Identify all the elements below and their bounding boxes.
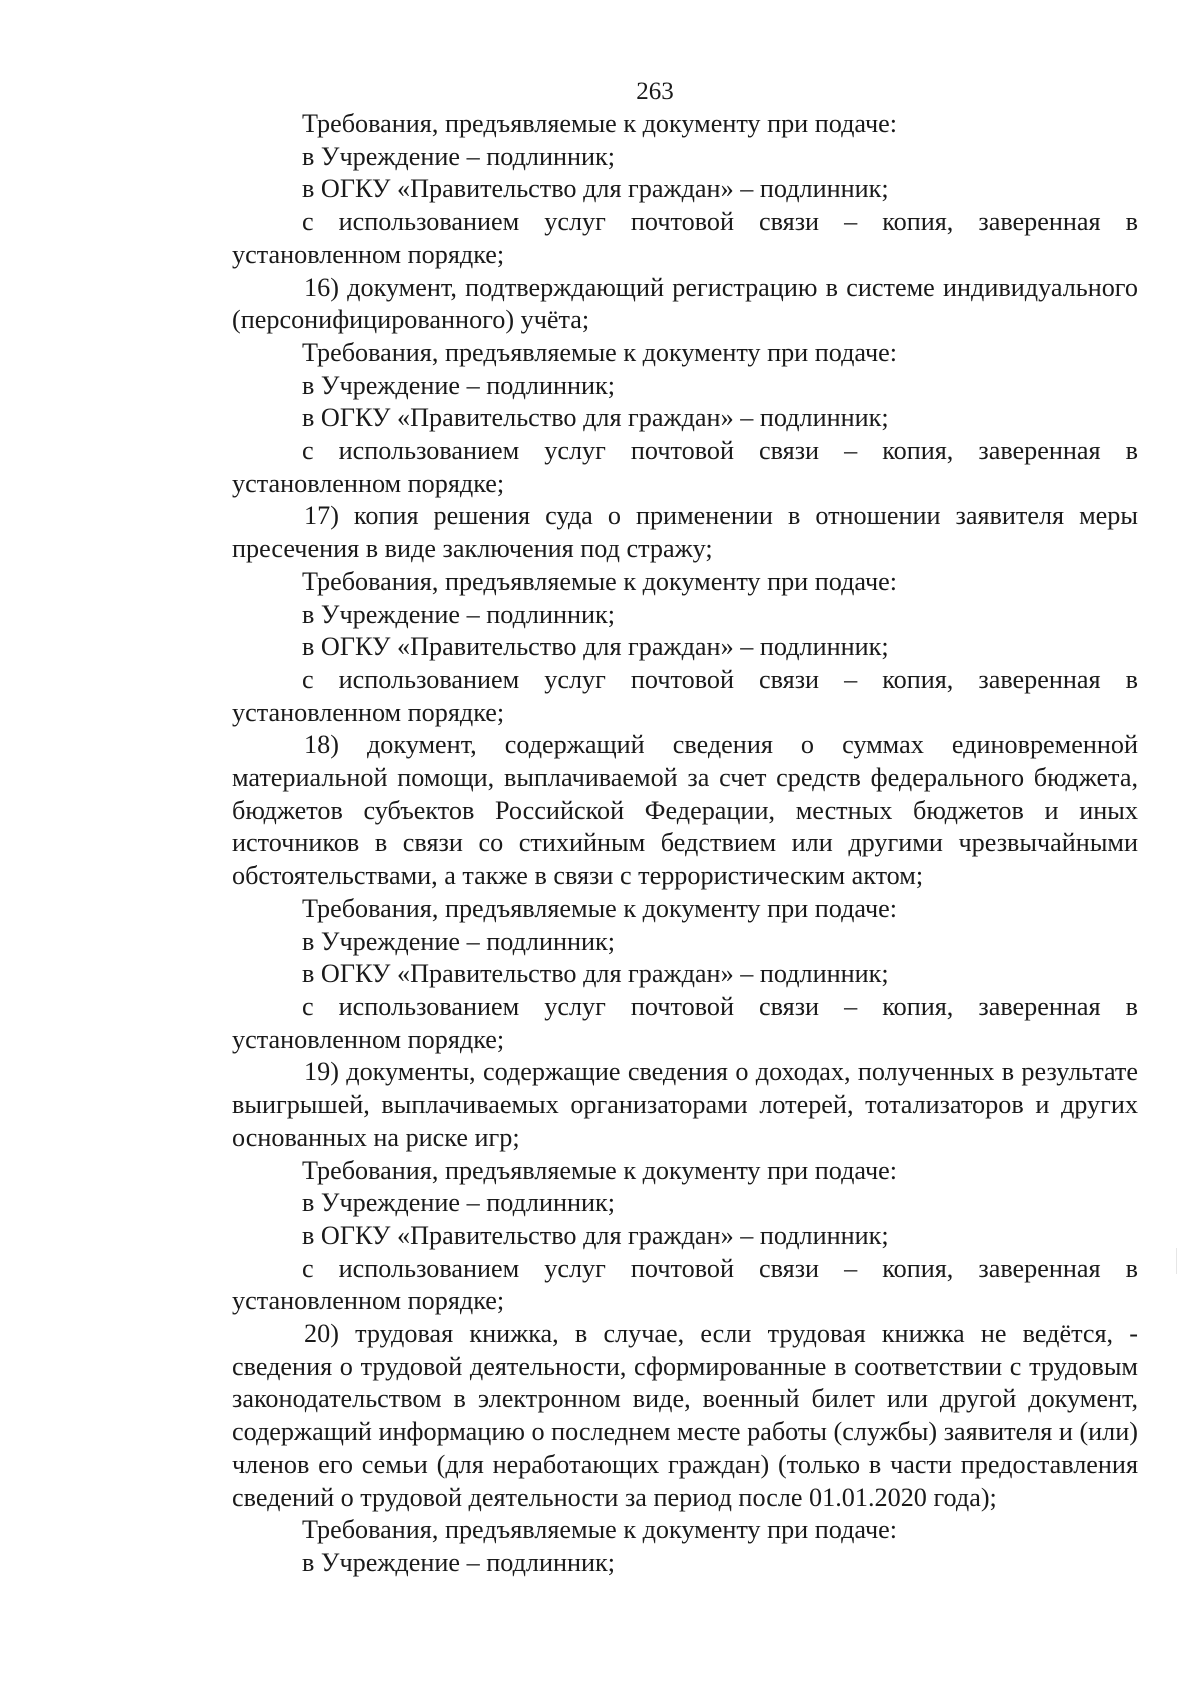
requirement-institution: в Учреждение – подлинник;	[302, 926, 616, 956]
document-body	[232, 108, 1138, 1580]
requirement-ogku: в ОГКУ «Правительство для граждан» – подлинник;	[302, 1220, 889, 1250]
requirement-ogku: в ОГКУ «Правительство для граждан» – подлинник;	[302, 959, 889, 989]
requirements-heading: Требования, предъявляемые к документу при подаче:	[302, 337, 898, 367]
document-item-19: 19) документы, содержащие сведения о доходах, полученных в результате выигрышей, выплачиваемых организаторами лотерей, тотализаторов и других основанных на риске игр;	[232, 1057, 1138, 1152]
requirements-heading: Требования, предъявляемые к документу при подаче:	[302, 1515, 898, 1545]
requirement-institution: в Учреждение – подлинник;	[302, 370, 616, 400]
requirement-postal: с использованием услуг почтовой связи – копия, заверенная в установленном порядке;	[232, 436, 1138, 498]
requirements-heading: Требования, предъявляемые к документу при подаче:	[302, 1155, 898, 1185]
requirements-heading: Требования, предъявляемые к документу при подаче:	[302, 566, 898, 596]
scan-edge-mark	[1176, 1248, 1177, 1274]
requirement-postal: с использованием услуг почтовой связи – копия, заверенная в установленном порядке;	[232, 1253, 1138, 1316]
requirement-institution: в Учреждение – подлинник;	[302, 1547, 616, 1577]
requirement-institution: в Учреждение – подлинник;	[302, 141, 616, 171]
page-number: 263	[636, 78, 674, 105]
requirements-heading: Требования, предъявляемые к документу при подаче:	[302, 109, 898, 138]
requirement-ogku: в ОГКУ «Правительство для граждан» – подлинник;	[302, 403, 889, 433]
requirement-ogku: в ОГКУ «Правительство для граждан» – подлинник;	[302, 174, 889, 204]
requirement-institution: в Учреждение – подлинник;	[302, 1188, 616, 1218]
requirement-postal: с использованием услуг почтовой связи – копия, заверенная в установленном порядке;	[232, 664, 1138, 727]
requirement-postal: с использованием услуг почтовой связи – копия, заверенная в установленном порядке;	[232, 991, 1138, 1054]
requirement-postal: с использованием услуг почтовой связи – копия, заверенная в установленном порядке;	[232, 207, 1138, 269]
document-item-20: 20) трудовая книжка, в случае, если трудовая книжка не ведётся, - сведения о трудовой деятельности, сформированные в соответствии с трудовым законодательством в электронном виде, военный билет или другой документ, содержащий информацию о последнем месте работы (службы) заявителя и (или) членов его семьи (для неработающих граждан) (только в части предоставления сведений о трудовой деятельности за период после 01.01.2020 года);	[232, 1319, 1138, 1512]
document-item-16: 16) документ, подтверждающий регистрацию в системе индивидуального (персонифицированного) учёта;	[232, 272, 1138, 335]
requirement-institution: в Учреждение – подлинник;	[302, 599, 616, 629]
document-item-17: 17) копия решения суда о применении в отношении заявителя меры пресечения в виде заключения под стражу;	[232, 501, 1138, 564]
requirement-ogku: в ОГКУ «Правительство для граждан» – подлинник;	[302, 632, 889, 662]
requirements-heading: Требования, предъявляемые к документу при подаче:	[302, 893, 898, 923]
document-item-18: 18) документ, содержащий сведения о суммах единовременной материальной помощи, выплачиваемой за счет средств федерального бюджета, бюджетов субъектов Российской Федерации, местных бюджетов и иных источников в связи со стихийным бедствием или другими чрезвычайными обстоятельствами, а также в связи с террористическим актом;	[232, 730, 1138, 891]
